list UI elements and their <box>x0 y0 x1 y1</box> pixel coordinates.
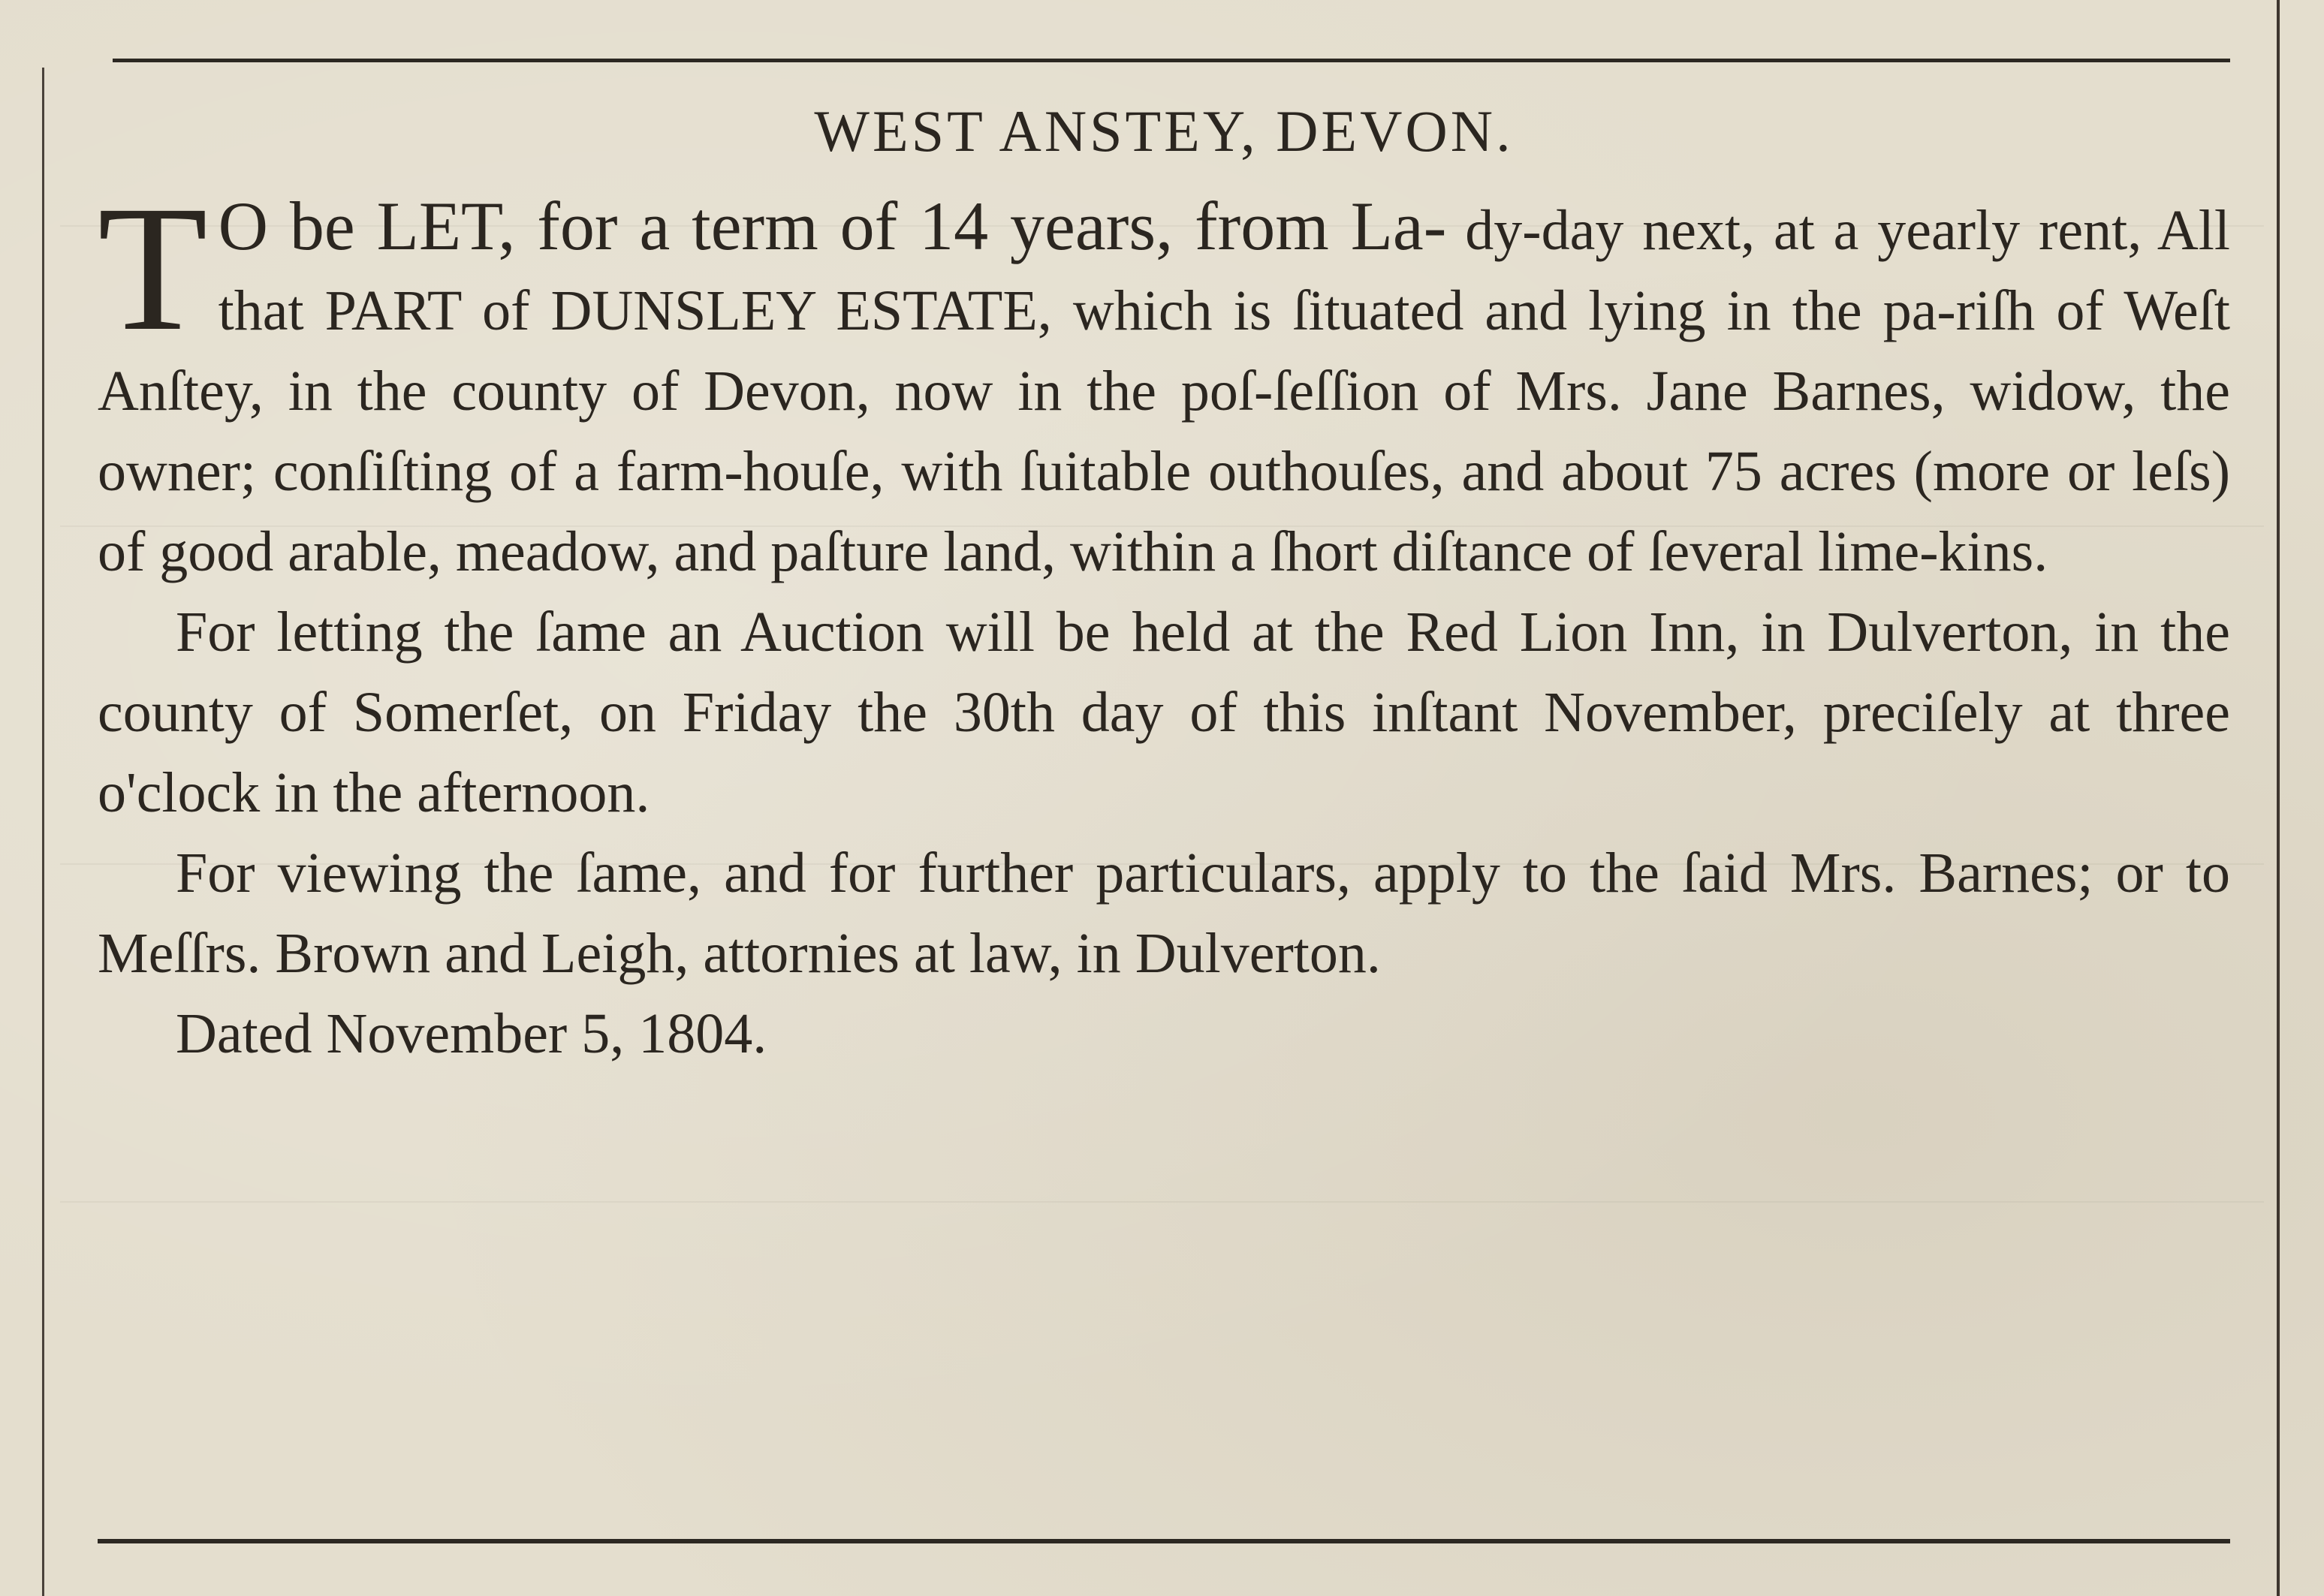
viewing-paragraph: For viewing the ſame, and for further particulars, apply to the ſaid Mrs. Barnes; or to Meſſrs. Brown and Leigh, attornies at law, in Dulverton. <box>98 842 2230 985</box>
lead-first-line: O be LET, for a term of 14 years, from La- <box>218 188 1447 264</box>
column-rule-right <box>2277 0 2280 1596</box>
lead-paragraph <box>98 168 2231 592</box>
lead-body: dy-day next, at a yearly rent, All that PART of DUNSLEY ESTATE, which is ſituated and lying in the pa-riſh of Weſt Anſtey, in the county of Devon, now in the poſ-ſeſſion of Mrs. Jane Barnes, widow, the owner; conſiſting of a farm-houſe, with ſuitable outhouſes, and about 75 acres (more or leſs) of good arable, meadow, and paſture land, within a ſhort diſtance of ſeveral lime-kins. <box>98 199 2231 583</box>
column-rule-left <box>42 68 44 1596</box>
bleed-through-line <box>60 1201 2264 1203</box>
auction-paragraph: For letting the ſame an Auction will be held at the Red Lion Inn, in Dulverton, in the county of Somerſet, on Friday the 30th day of this inſtant November, preciſely at three o'clock in the afternoon. <box>98 601 2230 824</box>
top-divider-rule <box>113 59 2230 62</box>
headline: WEST ANSTEY, DEVON. <box>814 98 1514 164</box>
dated-line: Dated November 5, 1804. <box>176 1002 767 1065</box>
advertisement <box>98 98 2230 1074</box>
bottom-divider-rule <box>98 1539 2230 1543</box>
drop-cap: T <box>98 168 208 368</box>
